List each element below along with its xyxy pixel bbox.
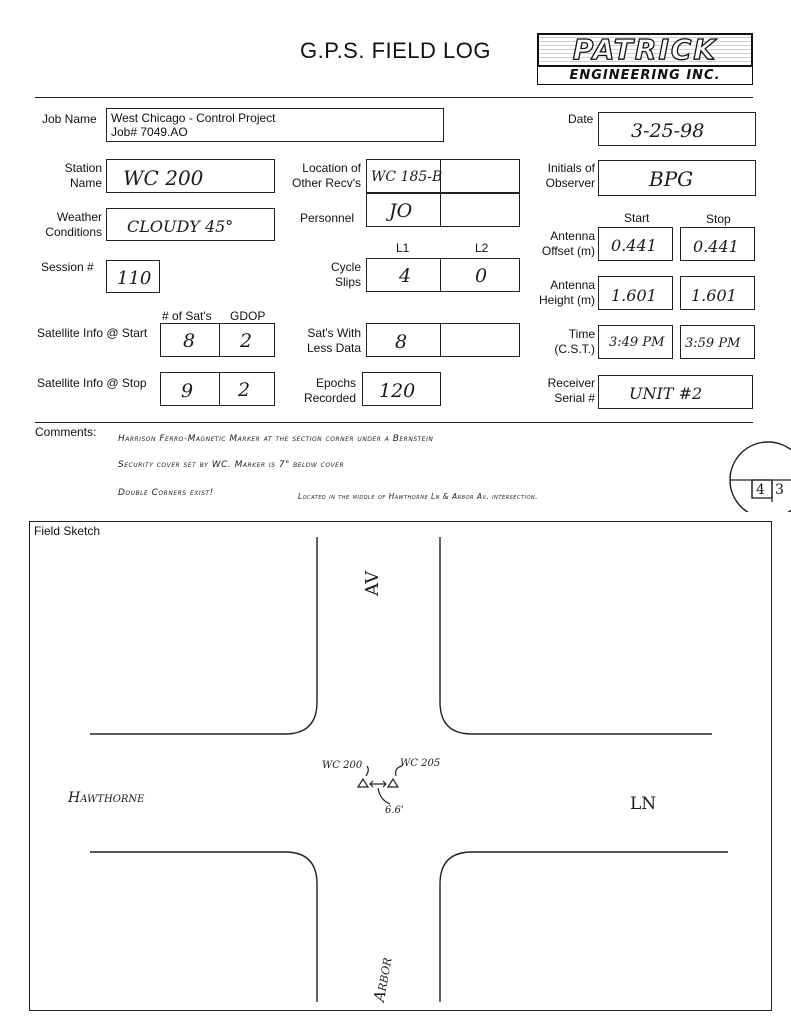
cycle-slips-l1: 4 <box>399 265 412 287</box>
antenna-offset-stop: 0.441 <box>693 237 739 256</box>
comments-line-3a: Double Corners exist! <box>118 488 214 498</box>
distance-label: 6.6' <box>385 805 404 816</box>
receiver-label-2: Serial # <box>554 391 595 405</box>
antenna-offset-label-2: Offset (m) <box>541 244 595 258</box>
cycle-slips-l1-field[interactable] <box>366 258 441 292</box>
job-name-line1: West Chicago - Control Project <box>111 111 276 125</box>
location-value: WC 185-B <box>371 169 443 185</box>
cycle-slips-l2-field[interactable] <box>440 258 520 292</box>
sat-stop-gdop-field[interactable] <box>219 372 275 406</box>
station-label-1: Station <box>64 161 102 175</box>
date-field[interactable] <box>598 112 756 146</box>
observer-label-2: Observer <box>545 176 595 190</box>
station-label-2: Name <box>69 176 102 190</box>
street-label-arbor: Arbor <box>370 955 396 1004</box>
antenna-height-start: 1.601 <box>611 286 657 305</box>
l1-column-label: L1 <box>396 241 410 255</box>
stop-column-label: Stop <box>706 212 731 226</box>
page-title: G.P.S. FIELD LOG <box>300 38 491 63</box>
time-stop: 3:59 PM <box>685 336 741 351</box>
observer-label-1: Initials of <box>547 161 595 175</box>
station-name-field[interactable] <box>106 159 275 193</box>
session-label: Session # <box>41 260 94 274</box>
antenna-height-stop: 1.601 <box>691 286 737 305</box>
epochs-label-1: Epochs <box>315 376 356 390</box>
street-label-ln: LN <box>630 794 657 814</box>
sat-stop-sats-field[interactable] <box>160 372 220 406</box>
epochs-label-2: Recorded <box>303 391 356 405</box>
sat-stop-gdop: 2 <box>238 379 251 401</box>
antenna-height-label-1: Antenna <box>550 278 595 292</box>
start-column-label: Start <box>624 211 650 225</box>
antenna-height-label-2: Height (m) <box>538 293 595 307</box>
job-name-label: Job Name <box>42 112 97 126</box>
antenna-offset-stop-field[interactable] <box>680 227 755 261</box>
sat-start-gdop: 2 <box>240 330 253 352</box>
field-sketch-label: Field Sketch <box>34 524 101 538</box>
time-start: 3:49 PM <box>609 335 665 350</box>
job-number: Job# 7049.AO <box>111 125 188 139</box>
gdop-column-label: GDOP <box>230 309 266 323</box>
l2-column-label: L2 <box>475 241 489 255</box>
cycle-slips-label-2: Slips <box>334 275 361 289</box>
antenna-height-stop-field[interactable] <box>680 276 755 310</box>
comments-divider <box>35 422 753 423</box>
cycle-slips-l2: 0 <box>475 265 488 287</box>
less-data-field-2[interactable] <box>440 323 520 357</box>
date-label: Date <box>568 112 594 126</box>
personnel-field-2[interactable] <box>440 193 520 227</box>
street-label-av: AV <box>362 570 383 596</box>
job-name-field[interactable] <box>106 108 444 142</box>
weather-label-1: Weather <box>56 210 102 224</box>
less-data-value: 8 <box>395 331 408 353</box>
sat-start-label: Satellite Info @ Start <box>37 326 148 340</box>
station-name-value: WC 200 <box>123 166 204 190</box>
sat-stop-sats: 9 <box>181 380 194 402</box>
session-field[interactable] <box>106 260 160 293</box>
less-data-label-1: Sat's With <box>307 326 361 340</box>
personnel-value: JO <box>389 200 413 222</box>
point-label-wc205: WC 205 <box>400 758 441 769</box>
observer-field[interactable] <box>598 160 756 196</box>
antenna-height-start-field[interactable] <box>598 276 673 310</box>
street-label-hawthorne: Hawthorne <box>68 790 145 806</box>
comments-line-3b: Located in the middle of Hawthorne Ln & Arbor Av. intersection. <box>298 492 538 501</box>
date-value: 3-25-98 <box>631 120 705 142</box>
time-start-field[interactable] <box>598 325 673 359</box>
less-data-label-2: Less Data <box>306 341 361 355</box>
weather-field[interactable] <box>106 208 275 241</box>
header-divider <box>35 97 753 98</box>
receiver-field[interactable] <box>598 375 753 409</box>
epochs-field[interactable] <box>362 372 441 406</box>
time-label-2: (C.S.T.) <box>554 342 595 356</box>
page-number-left: 4 <box>756 482 765 498</box>
receiver-value: UNIT #2 <box>629 384 703 403</box>
comments-line-1: Harrison Ferro-Magnetic Marker at the section corner under a Bernstein <box>118 434 434 444</box>
page-number-right: 3 <box>775 482 784 498</box>
personnel-label: Personnel <box>300 211 355 225</box>
location-label-2: Other Recv's <box>292 176 361 190</box>
observer-value: BPG <box>649 167 694 191</box>
receiver-label-1: Receiver <box>547 376 595 390</box>
antenna-offset-label-1: Antenna <box>550 229 595 243</box>
sat-stop-label: Satellite Info @ Stop <box>37 376 147 390</box>
session-value: 110 <box>117 268 152 289</box>
field-sketch-panel <box>29 521 772 1011</box>
sat-start-gdop-field[interactable] <box>219 323 275 357</box>
personnel-field-1[interactable] <box>366 193 441 227</box>
epochs-value: 120 <box>379 380 416 402</box>
location-label-1: Location of <box>302 161 361 175</box>
location-field-2[interactable] <box>440 159 520 193</box>
company-logo: PATRICK <box>537 33 753 67</box>
antenna-offset-start-field[interactable] <box>598 227 673 261</box>
sats-column-label: # of Sat's <box>162 309 212 323</box>
company-logo-subtitle: ENGINEERING INC. <box>537 67 753 85</box>
sat-start-sats: 8 <box>183 330 196 352</box>
comments-line-2: Security cover set by WC. Marker is 7" below cover <box>118 460 345 470</box>
time-label-1: Time <box>568 327 595 341</box>
time-stop-field[interactable] <box>680 325 755 359</box>
cycle-slips-label-1: Cycle <box>330 260 361 274</box>
location-field-1[interactable] <box>366 159 441 193</box>
point-label-wc200: WC 200 <box>322 760 363 771</box>
weather-value: CLOUDY 45° <box>127 217 234 236</box>
comments-label: Comments: <box>35 425 97 439</box>
sat-start-sats-field[interactable] <box>160 323 220 357</box>
less-data-field-1[interactable] <box>366 323 441 357</box>
page-number-circle <box>700 432 791 512</box>
weather-label-2: Conditions <box>45 225 102 239</box>
antenna-offset-start: 0.441 <box>611 236 657 255</box>
